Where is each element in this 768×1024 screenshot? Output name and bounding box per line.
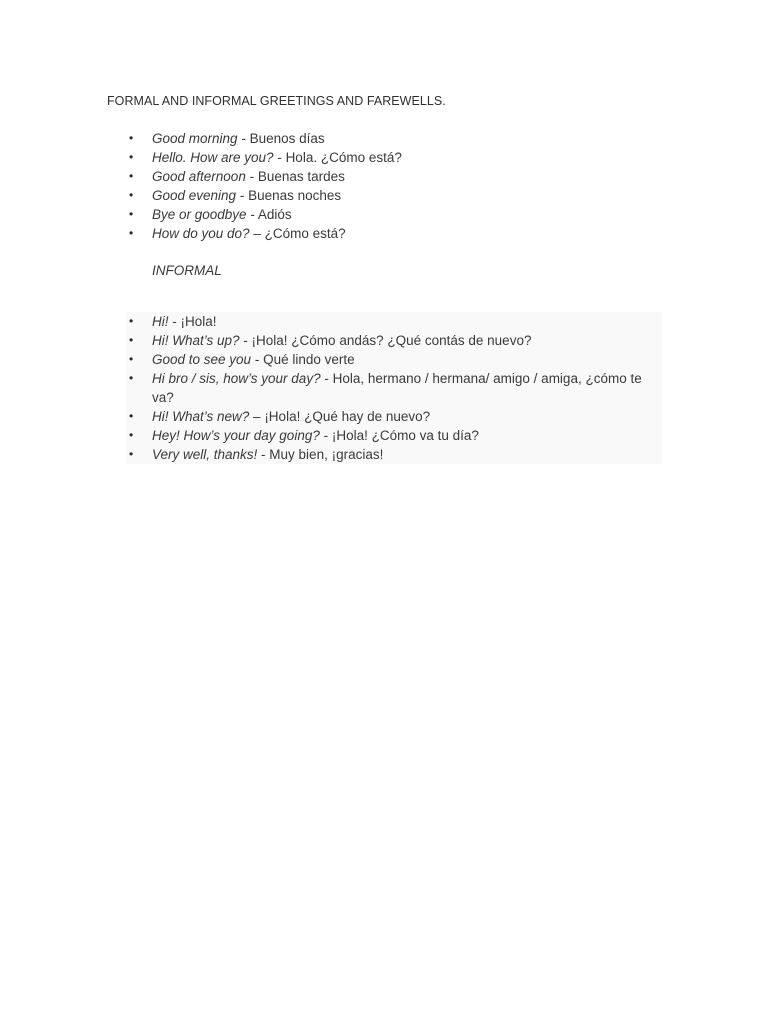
list-item [126, 186, 662, 205]
bullet-icon: • [129, 447, 134, 461]
informal-greetings-list [126, 312, 662, 464]
english-phrase: Hi bro / sis, how’s your day? [152, 371, 321, 386]
separator: – [249, 226, 265, 241]
formal-greetings-list [126, 129, 662, 243]
separator: - [245, 169, 258, 184]
separator: - [168, 314, 181, 329]
list-item [126, 426, 662, 445]
spanish-phrase: ¡Hola! [180, 314, 217, 329]
separator: - [273, 150, 286, 165]
informal-heading: INFORMAL [152, 263, 222, 278]
bullet-icon: • [129, 169, 134, 183]
separator: - [319, 428, 332, 443]
bullet-icon: • [129, 333, 134, 347]
bullet-icon: • [129, 428, 134, 442]
bullet-icon: • [129, 371, 134, 385]
list-item [126, 224, 662, 243]
spanish-phrase: Qué lindo verte [263, 352, 355, 367]
list-item [126, 205, 662, 224]
english-phrase: Bye or goodbye [152, 207, 247, 222]
bullet-icon: • [129, 188, 134, 202]
english-phrase: Good morning [152, 131, 238, 146]
separator: - [320, 371, 333, 386]
bullet-icon: • [129, 314, 134, 328]
english-phrase: Hello. How are you? [152, 150, 274, 165]
list-item [126, 129, 662, 148]
separator: – [249, 409, 265, 424]
spanish-phrase: ¡Hola! ¿Qué hay de nuevo? [264, 409, 431, 424]
list-item [126, 312, 662, 331]
document-title: FORMAL AND INFORMAL GREETINGS AND FAREWELLS. [107, 94, 446, 108]
spanish-phrase: Hola, hermano / hermana/ amigo / amiga, ¿cómo te va? [152, 371, 642, 405]
separator: - [237, 131, 250, 146]
bullet-icon: • [129, 352, 134, 366]
bullet-icon: • [129, 409, 134, 423]
spanish-phrase: ¡Hola! ¿Cómo andás? ¿Qué contás de nuevo? [251, 333, 532, 348]
list-item [126, 350, 662, 369]
separator: - [251, 352, 264, 367]
separator: - [239, 333, 252, 348]
list-item [126, 445, 662, 464]
separator: - [246, 207, 258, 222]
english-phrase: Hi! What’s new? [152, 409, 250, 424]
spanish-phrase: Buenas tardes [257, 169, 345, 184]
english-phrase: Hi! What’s up? [152, 333, 240, 348]
list-item [126, 331, 662, 350]
english-phrase: Good afternoon [152, 169, 246, 184]
spanish-phrase: Muy bien, ¡gracias! [269, 447, 384, 462]
separator: - [236, 188, 249, 203]
english-phrase: Hi! [152, 314, 169, 329]
list-item [126, 148, 662, 167]
english-phrase: Hey! How’s your day going? [152, 428, 320, 443]
list-item [126, 369, 662, 407]
list-item [126, 167, 662, 186]
bullet-icon: • [129, 150, 134, 164]
english-phrase: How do you do? [152, 226, 250, 241]
spanish-phrase: Adiós [257, 207, 292, 222]
spanish-phrase: Buenos días [249, 131, 325, 146]
spanish-phrase: Buenas noches [248, 188, 342, 203]
bullet-icon: • [129, 226, 134, 240]
spanish-phrase: ¡Hola! ¿Cómo va tu día? [331, 428, 479, 443]
spanish-phrase: ¿Cómo está? [264, 226, 346, 241]
separator: - [257, 447, 270, 462]
english-phrase: Good evening [152, 188, 237, 203]
bullet-icon: • [129, 131, 134, 145]
english-phrase: Good to see you [152, 352, 252, 367]
list-item [126, 407, 662, 426]
english-phrase: Very well, thanks! [152, 447, 258, 462]
spanish-phrase: Hola. ¿Cómo está? [285, 150, 402, 165]
bullet-icon: • [129, 207, 134, 221]
